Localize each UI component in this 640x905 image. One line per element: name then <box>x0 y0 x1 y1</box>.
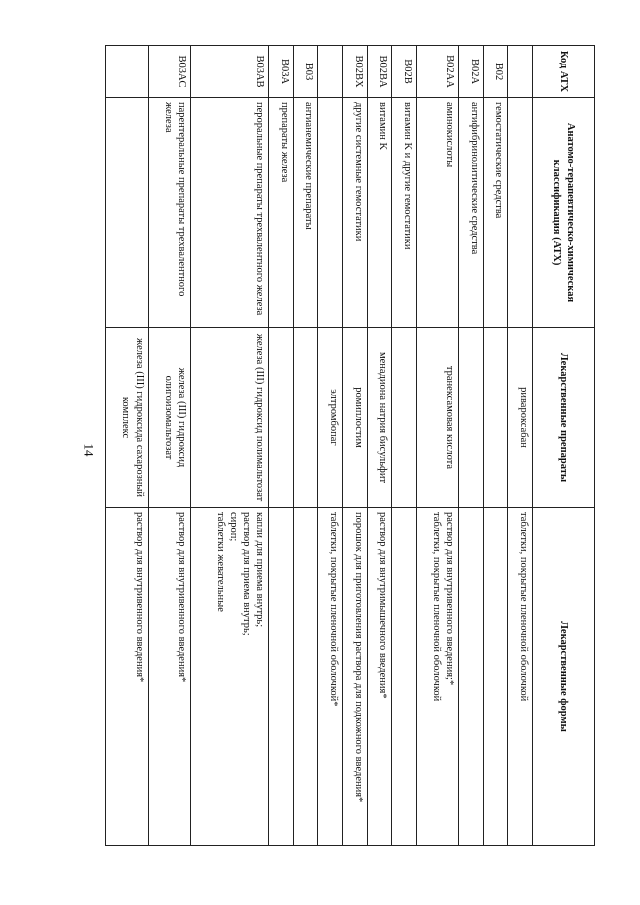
header-forms: Лекарственные формы <box>533 508 595 846</box>
table-row <box>416 46 458 846</box>
cell-classification: гемостатические средства <box>483 98 508 328</box>
cell-classification <box>508 98 533 328</box>
cell-code: B02BX <box>342 46 367 98</box>
cell-code: B02BA <box>367 46 392 98</box>
cell-drug: менадиона натрия бисульфит <box>367 328 392 508</box>
cell-forms <box>269 508 294 846</box>
cell-forms <box>459 508 484 846</box>
cell-code: B02B <box>392 46 417 98</box>
cell-forms: капли для приема внутрь; раствор для приема внутрь; сироп; таблетки жевательные <box>190 508 268 846</box>
table-header-row <box>533 46 595 846</box>
cell-forms: раствор для внутривенного введения* <box>148 508 190 846</box>
cell-classification: другие системные гемостатики <box>342 98 367 328</box>
drug-table <box>105 45 595 846</box>
cell-code <box>106 46 149 98</box>
cell-forms: таблетки, покрытые пленочной оболочкой* <box>318 508 343 846</box>
cell-classification: антианемические препараты <box>293 98 318 328</box>
cell-drug: ривароксабан <box>508 328 533 508</box>
cell-code: B03AB <box>190 46 268 98</box>
table-body <box>106 46 533 846</box>
cell-classification: витамин K <box>367 98 392 328</box>
cell-drug <box>269 328 294 508</box>
table-row <box>459 46 484 846</box>
cell-drug: железа (III) гидроксида сахарозный комплекс <box>106 328 149 508</box>
cell-code <box>318 46 343 98</box>
table-row <box>269 46 294 846</box>
cell-drug: железа (III) гидроксид полимальтозат <box>190 328 268 508</box>
cell-code: B03AC <box>148 46 190 98</box>
table-row <box>392 46 417 846</box>
table-row <box>190 46 268 846</box>
cell-code: B02 <box>483 46 508 98</box>
table-row <box>367 46 392 846</box>
cell-drug <box>459 328 484 508</box>
header-drugs: Лекарственные препараты <box>533 328 595 508</box>
cell-code: B02AA <box>416 46 458 98</box>
header-code: Код АТХ <box>533 46 595 98</box>
cell-classification: пероральные препараты трехвалентного железа <box>190 98 268 328</box>
cell-code: B03 <box>293 46 318 98</box>
page-number: 14 <box>81 443 97 457</box>
header-classification: Анатомо-терапевтическо-химическая классификация (АТХ) <box>533 98 595 328</box>
cell-forms <box>392 508 417 846</box>
cell-classification <box>318 98 343 328</box>
cell-drug: ромиплостим <box>342 328 367 508</box>
table-row <box>342 46 367 846</box>
cell-code: B02A <box>459 46 484 98</box>
cell-forms <box>293 508 318 846</box>
cell-classification: витамин K и другие гемостатики <box>392 98 417 328</box>
cell-forms: раствор для внутривенного введения* <box>106 508 149 846</box>
table-row <box>508 46 533 846</box>
cell-drug: транексамовая кислота <box>416 328 458 508</box>
cell-forms: раствор для внутривенного введения;* таблетки, покрытые пленочной оболочкой <box>416 508 458 846</box>
table-row <box>148 46 190 846</box>
cell-drug: элтромбопаг <box>318 328 343 508</box>
table-row <box>293 46 318 846</box>
cell-drug: железа (III) гидроксид олигоизомальтозат <box>148 328 190 508</box>
cell-code <box>508 46 533 98</box>
table-row <box>318 46 343 846</box>
cell-code: B03A <box>269 46 294 98</box>
cell-classification: аминокислоты <box>416 98 458 328</box>
cell-forms: порошок для приготовления раствора для подкожного введения* <box>342 508 367 846</box>
cell-drug <box>293 328 318 508</box>
cell-classification: антифибринолитические средства <box>459 98 484 328</box>
drug-table-container <box>105 45 595 845</box>
cell-drug <box>392 328 417 508</box>
cell-classification: препараты железа <box>269 98 294 328</box>
cell-forms: раствор для внутримышечного введения* <box>367 508 392 846</box>
cell-forms <box>483 508 508 846</box>
table-row <box>106 46 149 846</box>
cell-drug <box>483 328 508 508</box>
table-row <box>483 46 508 846</box>
cell-classification <box>106 98 149 328</box>
cell-classification: парентеральные препараты трехвалентного железа <box>148 98 190 328</box>
cell-forms: таблетки, покрытые пленочной оболочкой <box>508 508 533 846</box>
